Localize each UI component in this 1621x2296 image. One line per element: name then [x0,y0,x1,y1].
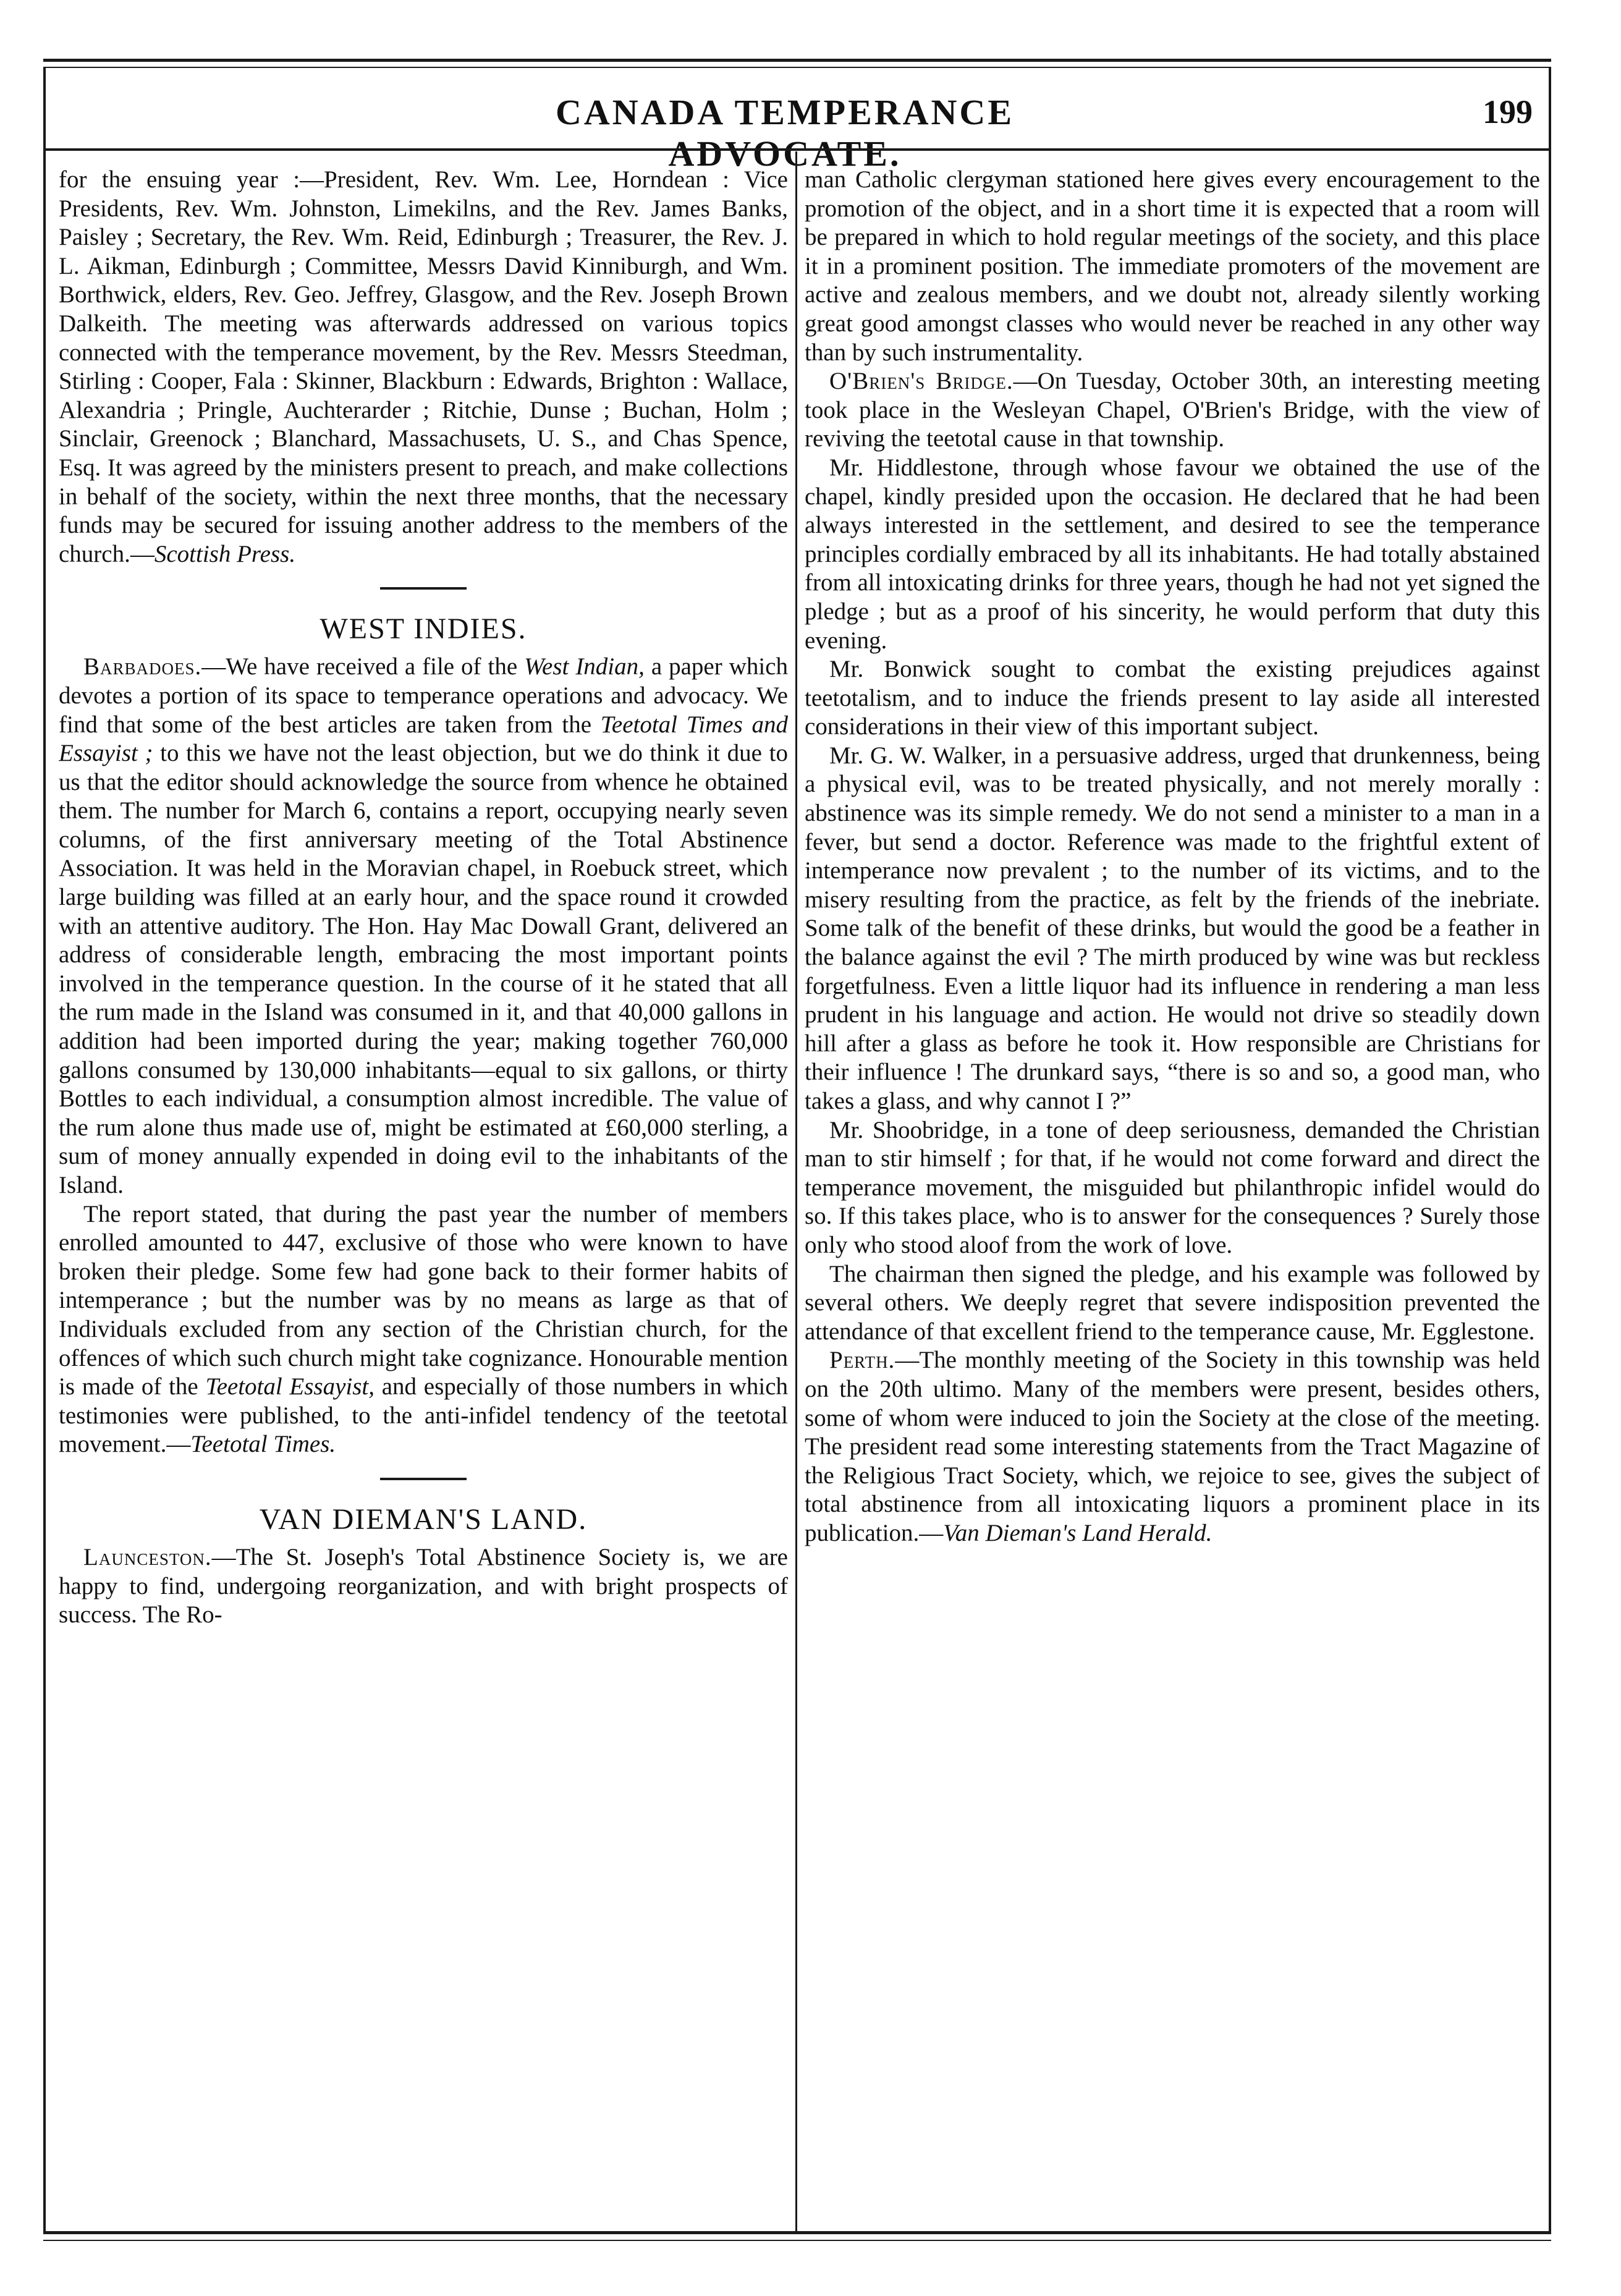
paper-title: Teetotal Times and Essayist ; [59,711,788,767]
top-border-rule-thin [43,67,1551,68]
article-perth-paragraph [805,1346,1540,1548]
article-scottish-press-paragraph [59,166,788,569]
article-report-paragraph [59,1200,788,1459]
article-obrien-paragraph [805,367,1540,454]
heading-van-dieman: VAN DIEMAN'S LAND. [259,1502,588,1536]
source-credit: Van Dieman's Land Herald. [943,1519,1213,1546]
paragraph-text: to this we have not the least objection, but we do think it due to us that the editor should acknowledge the source from whence he obtained them. The number for March 6, contains a report, occupying nearly seven columns, of the first anniversary meeting of the Total Abstinence Association. It was held in the Moravian chapel, in Roebuck street, which large building was filled at an early hour, and the space round it crowded with an attentive auditory. The Hon. Hay Mac Dowall Grant, delivered an address of considerable length, embracing the most important points involved in the temperance question. In the course of it he stated that all the rum made in the Island was consumed in it, and that 40,000 gallons in addition had been imported during the year; making together 760,000 gallons consumed by 130,000 inhabitants—equal to six gallons, or thirty Bottles to each individual, a consumption almost incredible. The value of the rum alone thus made use of, might be estimated at £60,000 sterling, a sum of money annually expended in doing evil to the inhabitants of the Island. [59,740,788,1198]
paragraph-text: a paper which devotes a portion of its space to temperance operations and advocacy. We find that some of the best articles are taken from the [59,653,788,738]
bottom-border-rule-thin [43,2240,1551,2241]
dateline-perth: Perth. [829,1347,895,1374]
dateline-barbadoes: Barbadoes. [83,653,202,680]
dateline-obriens-bridge: O'Brien's Bridge. [829,368,1014,395]
article-barbadoes-paragraph [59,653,788,1200]
source-credit: Scottish Press. [154,540,296,567]
left-frame-rule [43,67,46,2233]
paragraph-text: —The St. Joseph's Total Abstinence Society is, we are happy to find, undergoing reorganization, and with bright prospects of success. The Ro- [59,1543,788,1629]
bottom-border-rule [43,2231,1551,2234]
left-column [59,166,788,2218]
right-frame-rule [1549,67,1551,2233]
article-chairman-paragraph: The chairman then signed the pledge, and his example was followed by several others. We deeply regret that severe indisposition prevented the attendance of that excellent friend to the temperance cause, Mr. Egglestone. [805,1260,1540,1345]
column-separator [795,151,797,2231]
top-border-rule [43,59,1551,62]
article-launceston-paragraph [59,1543,788,1630]
article-continuation-paragraph: man Catholic clergyman stationed here gives every encouragement to the promotion of the object, and in a short time it is expected that a room will be prepared in which to hold regular meetings of the society, and this place it in a prominent position. The immediate promoters of the movement are active and zealous members, and we doubt not, already silently working great good amongst classes who would never be reached in any other way than by such instrumentality. [805,166,1540,366]
running-head: CANADA TEMPERANCE ADVOCATE. [555,92,1015,174]
heading-west-indies: WEST INDIES. [320,612,527,646]
right-column [805,166,1540,2218]
section-divider [380,587,467,590]
paper-title: West Indian, [524,653,645,680]
page-number: 199 [1483,93,1533,130]
paragraph-text: —On Tuesday, October 30th, an interesting meeting took place in the Wesleyan Chapel, O'Brien's Bridge, with the view of reviving the teetotal cause in that township. [805,368,1540,452]
section-divider [380,1478,467,1480]
paragraph-text: —We have received a file of the [201,653,525,680]
paragraph-text: for the ensuing year :—President, Rev. Wm. Lee, Horndean : Vice Presidents, Rev. Wm. Johnston, Limekilns, and the Rev. James Banks, Paisley ; Secretary, the Rev. Wm. Reid, Edinburgh ; Treasurer, the Rev. J. L. Aikman, Edinburgh ; Committee, Messrs David Kinniburgh, and Wm. Borthwick, elders, Rev. Geo. Jeffrey, Glasgow, and the Rev. Joseph Brown Dalkeith. The meeting was afterwards addressed on various topics connected with the temperance movement, by the Rev. Messrs Steedman, Stirling : Cooper, Fala : Skinner, Blackburn : Edwards, Brighton : Wallace, Alexandria ; Pringle, Auchterarder ; Ritchie, Dunse ; Buchan, Holm ; Sinclair, Greenock ; Blanchard, Massachusets, U. S., and Chas Spence, Esq. It was agreed by the ministers present to preach, and make collections in behalf of the society, within the next three months, that the necessary funds may be secured for issuing another address to the members of the church.— [59,166,788,567]
header-divider [43,148,1551,151]
paragraph-text: —The monthly meeting of the Society in this township was held on the 20th ultimo. Many of the members were present, besides others, some of whom were induced to join the Society at the close of the meeting. The president read some interesting statements from the Tract Magazine of the Religious Tract Society, which, we rejoice to see, gives the subject of total abstinence from all intoxicating liquors a prominent place in its publication.— [805,1347,1540,1546]
paper-title: Teetotal Essayist, [205,1373,375,1400]
source-credit: Teetotal Times. [190,1431,336,1458]
article-hiddlestone-paragraph: Mr. Hiddlestone, through whose favour we obtained the use of the chapel, kindly presided upon the occasion. He declared that he had been always interested in the settlement, and desired to see the temperance principles cordially embraced by all its inhabitants. He had totally abstained from all intoxicating drinks for three years, though he had not yet signed the pledge ; but as a proof of his sincerity, he would perform that duty this evening. [805,454,1540,654]
dateline-launceston: Launceston. [83,1543,212,1570]
paragraph-text: and especially of those numbers in which testimonies were published, to the anti-infidel tendency of the teetotal movement.— [59,1373,788,1458]
article-walker-paragraph: Mr. G. W. Walker, in a persuasive address, urged that drunkenness, being a physical evil, was to be treated physically, and not merely morally : abstinence was its simple remedy. We do not send a minister to a man in a fever, but send a doctor. Reference was made to the frightful extent of intemperance now prevalent ; to the number of its victims, and to the misery resulting from the practice, as felt by the friends of the inebriate. Some talk of the benefit of these drinks, but would the good be a feather in the balance against the evil ? The mirth produced by wine was but reckless forgetfulness. Even a little liquor had its influence in rendering a man less prudent in his language and action. He would not drive so steadily down hill after a glass as before he took it. How responsible are Christians for their influence ! The drunkard says, “there is so and so, a good man, who takes a glass, and why cannot I ?” [805,742,1540,1114]
article-shoobridge-paragraph: Mr. Shoobridge, in a tone of deep seriousness, demanded the Christian man to stir himself ; for that, if he would not come forward and direct the temperance movement, the misguided but philanthropic infidel would do so. If this takes place, who is to answer for the consequences ? Surely those only who stood aloof from the work of love. [805,1116,1540,1258]
paragraph-text: The report stated, that during the past year the number of members enrolled amounted to 447, exclusive of those who were known to have broken their pledge. Some few had gone back to their former habits of intemperance ; but the number was by no means as large as that of Individuals excluded from any section of the Christian church, for the offences of which such church might take cognizance. Honourable mention is made of the [59,1200,788,1400]
article-bonwick-paragraph: Mr. Bonwick sought to combat the existing prejudices against teetotalism, and to induce the friends present to lay aside all interested considerations in their view of this important subject. [805,656,1540,740]
